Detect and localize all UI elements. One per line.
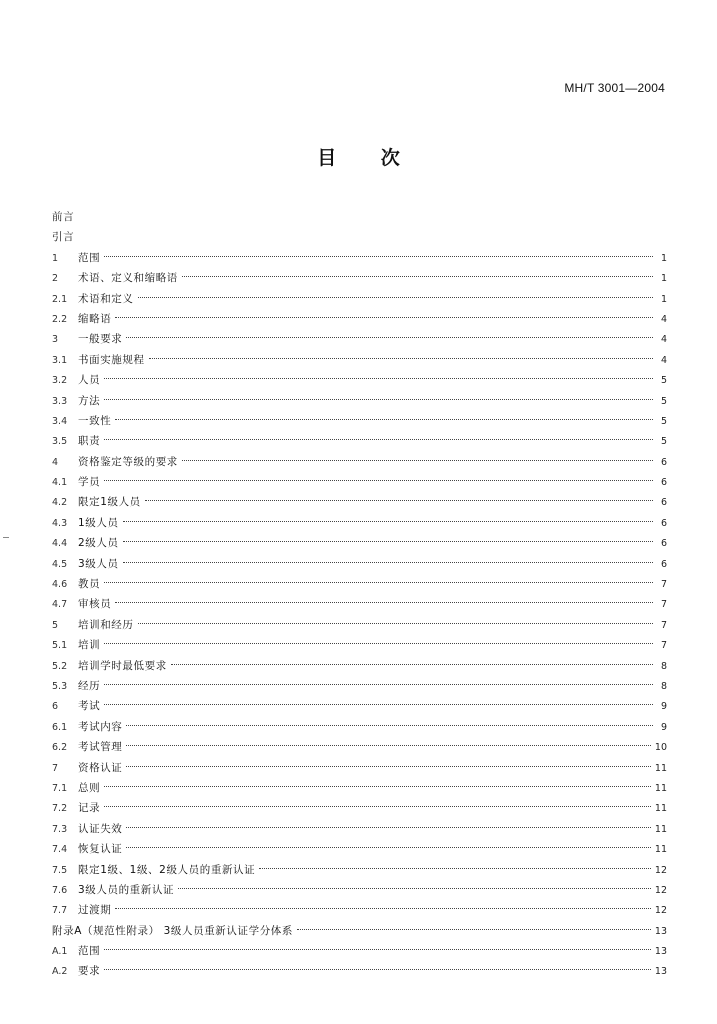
toc-page-number: 5 <box>660 395 667 407</box>
toc-entry-number: 7.2 <box>52 803 68 815</box>
toc-entry <box>52 350 667 370</box>
toc-entry <box>52 921 667 941</box>
toc-entry-title: 培训和经历 <box>78 618 134 631</box>
toc-dot-leader <box>126 745 651 746</box>
toc-entry <box>52 819 667 839</box>
toc-entry-title: 教员 <box>78 578 101 591</box>
toc-entry-number: 7 <box>52 762 59 774</box>
toc-entry-number: 5.3 <box>52 680 68 692</box>
toc-page-number: 6 <box>660 477 667 489</box>
toc-entry <box>52 635 667 655</box>
toc-entry-number: 7.4 <box>52 844 68 856</box>
toc-entry-title: 前言 <box>52 211 75 223</box>
toc-entry-number: 3.5 <box>52 436 68 448</box>
toc-dot-leader <box>126 847 651 848</box>
toc-entry-title: 资格认证 <box>78 761 123 774</box>
toc-page-number: 4 <box>660 313 667 325</box>
toc-page-number: 5 <box>660 375 667 387</box>
toc-dot-leader <box>104 378 653 379</box>
toc-entry <box>52 615 667 635</box>
toc-entry-number: 3.3 <box>52 395 68 407</box>
toc-dot-leader <box>104 704 653 705</box>
toc-dot-leader <box>104 480 653 481</box>
toc-entry-title: 学员 <box>78 476 101 489</box>
toc-dot-leader <box>171 664 653 665</box>
toc-dot-leader <box>104 399 653 400</box>
toc-entry-title: 一般要求 <box>78 333 123 346</box>
toc-entry-title: 培训 <box>78 639 101 652</box>
toc-entry-number: 6.1 <box>52 721 68 733</box>
toc-entry <box>52 900 667 920</box>
toc-page-number: 13 <box>654 966 667 978</box>
toc-entry <box>52 798 667 818</box>
toc-dot-leader <box>104 949 651 950</box>
toc-page-number: 7 <box>660 579 667 591</box>
toc-dot-leader <box>104 786 651 787</box>
toc-entry <box>52 737 667 757</box>
toc-entry-title: 引言 <box>52 231 75 244</box>
toc-entry <box>52 289 667 309</box>
toc-dot-leader <box>104 582 653 583</box>
toc-entry <box>52 778 667 798</box>
toc-page-number: 4 <box>660 334 667 346</box>
toc-dot-leader <box>104 969 651 970</box>
toc-entry <box>52 676 667 696</box>
toc-entry-title: 记录 <box>78 802 101 815</box>
toc-entry-title: 认证失效 <box>78 822 123 835</box>
toc-entry-number: 3.2 <box>52 375 68 387</box>
toc-entry-title: 考试内容 <box>78 720 123 733</box>
toc-page-number: 6 <box>660 517 667 529</box>
toc-entry <box>52 696 667 716</box>
toc-entry-title: 3级人员 <box>78 557 119 570</box>
toc-entry-title: 总则 <box>78 781 101 794</box>
standard-code: MH/T 3001—2004 <box>564 81 665 95</box>
toc-dot-leader <box>104 439 653 440</box>
toc-dot-leader <box>259 868 651 869</box>
toc-entry <box>52 554 667 574</box>
toc-dot-leader <box>126 827 651 828</box>
toc-entry-number: 6.2 <box>52 742 68 754</box>
toc-dot-leader <box>104 684 653 685</box>
toc-page-number: 7 <box>660 599 667 611</box>
toc-entry-number: 4.4 <box>52 538 68 550</box>
toc-page-number: 9 <box>660 701 667 713</box>
toc-dot-leader <box>115 908 651 909</box>
toc-entry-title: 考试管理 <box>78 741 123 754</box>
toc-page-number: 1 <box>660 252 667 264</box>
toc-entry-title: 考试 <box>78 700 101 713</box>
toc-dot-leader <box>104 256 653 257</box>
toc-entry <box>52 513 667 533</box>
toc-entry <box>52 411 667 431</box>
toc-entry-number: 4.5 <box>52 558 68 570</box>
toc-dot-leader <box>145 500 653 501</box>
toc-dot-leader <box>123 541 653 542</box>
toc-entry-number: 5 <box>52 619 59 631</box>
toc-dot-leader <box>297 929 651 930</box>
toc-dot-leader <box>104 806 651 807</box>
toc-entry-title: 术语、定义和缩略语 <box>78 272 178 285</box>
toc-dot-leader <box>126 337 653 338</box>
toc-page-number: 6 <box>660 456 667 468</box>
toc-entry-title: 限定1级、1级、2级人员的重新认证 <box>78 863 256 876</box>
toc-dot-leader <box>115 419 653 420</box>
toc-entry <box>52 533 667 553</box>
toc-page-number: 11 <box>654 782 667 794</box>
toc-entry <box>52 391 667 411</box>
toc-entry-title: 要求 <box>78 965 101 978</box>
toc-entry <box>52 839 667 859</box>
toc-entry <box>52 207 667 227</box>
toc-entry-number: 3 <box>52 334 59 346</box>
toc-dot-leader <box>123 521 653 522</box>
toc-entry-title: 术语和定义 <box>78 292 134 305</box>
toc-dot-leader <box>123 562 653 563</box>
toc-entry <box>52 860 667 880</box>
toc-entry <box>52 268 667 288</box>
toc-page-number: 4 <box>660 354 667 366</box>
toc-entry-number: 2.1 <box>52 293 68 305</box>
toc-entry-title: 一致性 <box>78 414 112 427</box>
toc-entry-title: 经历 <box>78 679 101 692</box>
toc-entry-title: 3级人员的重新认证 <box>78 883 175 896</box>
page-title: 目 次 <box>317 147 400 169</box>
toc-page-number: 9 <box>660 721 667 733</box>
toc-page-number: 11 <box>654 823 667 835</box>
toc-page-number: 7 <box>660 640 667 652</box>
toc-entry-title: 培训学时最低要求 <box>78 659 167 672</box>
toc-entry-number: 4.6 <box>52 579 68 591</box>
toc-entry <box>52 329 667 349</box>
toc-dot-leader <box>104 643 653 644</box>
toc-entry-number: A.1 <box>52 946 68 958</box>
toc-entry-number: 7.1 <box>52 782 68 794</box>
margin-mark <box>3 537 9 538</box>
toc-entry-number: 2.2 <box>52 313 68 325</box>
toc-entry-title: 2级人员 <box>78 537 119 550</box>
toc-entry-title: 1级人员 <box>78 516 119 529</box>
toc-entry <box>52 227 667 247</box>
toc-entry <box>52 880 667 900</box>
toc-entry-title: 书面实施规程 <box>78 353 145 366</box>
toc-entry-number: 4.2 <box>52 497 68 509</box>
toc-entry-number: 6 <box>52 701 59 713</box>
toc-entry <box>52 574 667 594</box>
toc-page-number: 6 <box>660 538 667 550</box>
toc-entry-number: A.2 <box>52 966 68 978</box>
toc-page-number: 10 <box>654 742 667 754</box>
toc-dot-leader <box>178 888 651 889</box>
toc-page-number: 12 <box>654 905 667 917</box>
toc-entry <box>52 594 667 614</box>
toc-entry-title: 职责 <box>78 435 101 448</box>
toc-page-number: 12 <box>654 884 667 896</box>
toc-entry-title: 人员 <box>78 374 101 387</box>
toc-entry-title: 资格鉴定等级的要求 <box>78 455 178 468</box>
toc-dot-leader <box>149 358 653 359</box>
toc-entry-title: 缩略语 <box>78 312 112 325</box>
toc-entry <box>52 452 667 472</box>
toc-entry <box>52 717 667 737</box>
toc-dot-leader <box>138 623 654 624</box>
toc-entry-title: 恢复认证 <box>78 843 123 856</box>
toc-dot-leader <box>115 602 653 603</box>
toc-entry <box>52 248 667 268</box>
toc-page-number: 1 <box>660 273 667 285</box>
toc-entry-title: 过渡期 <box>78 904 112 917</box>
toc-page-number: 8 <box>660 680 667 692</box>
toc-entry-number: 5.1 <box>52 640 68 652</box>
toc-entry-number: 4.7 <box>52 599 68 611</box>
toc-entry-number: 4 <box>52 456 59 468</box>
toc-page-number: 5 <box>660 415 667 427</box>
toc-page-number: 6 <box>660 497 667 509</box>
toc-dot-leader <box>126 766 651 767</box>
toc-entry-number: 5.2 <box>52 660 68 672</box>
table-of-contents <box>52 207 667 982</box>
toc-page-number: 11 <box>654 803 667 815</box>
toc-dot-leader <box>182 460 653 461</box>
toc-entry-number: 1 <box>52 252 59 264</box>
toc-page-number: 6 <box>660 558 667 570</box>
toc-entry <box>52 941 667 961</box>
toc-entry <box>52 656 667 676</box>
toc-dot-leader <box>126 725 653 726</box>
toc-entry-title: 方法 <box>78 394 101 407</box>
toc-page-number: 8 <box>660 660 667 672</box>
toc-entry <box>52 758 667 778</box>
toc-page-number: 5 <box>660 436 667 448</box>
toc-entry-title: 范围 <box>78 251 101 264</box>
toc-dot-leader <box>115 317 653 318</box>
toc-entry-number: 7.7 <box>52 905 68 917</box>
toc-entry <box>52 370 667 390</box>
toc-page-number: 13 <box>654 946 667 958</box>
toc-page-number: 12 <box>654 864 667 876</box>
toc-dot-leader <box>182 276 653 277</box>
toc-page-number: 13 <box>654 925 667 937</box>
toc-dot-leader <box>138 297 654 298</box>
toc-entry-title: 附录A（规范性附录） 3级人员重新认证学分体系 <box>52 924 293 937</box>
toc-entry <box>52 492 667 512</box>
toc-entry-number: 3.1 <box>52 354 68 366</box>
toc-entry <box>52 309 667 329</box>
toc-entry-number: 2 <box>52 273 59 285</box>
toc-page-number: 11 <box>654 762 667 774</box>
toc-entry-title: 范围 <box>78 945 101 958</box>
toc-entry-title: 审核员 <box>78 598 112 611</box>
toc-entry <box>52 961 667 981</box>
toc-entry-number: 4.3 <box>52 517 68 529</box>
toc-entry-number: 3.4 <box>52 415 68 427</box>
toc-page-number: 1 <box>660 293 667 305</box>
toc-page-number: 7 <box>660 619 667 631</box>
toc-entry-number: 7.3 <box>52 823 68 835</box>
toc-entry-number: 7.5 <box>52 864 68 876</box>
toc-page-number: 11 <box>654 844 667 856</box>
toc-entry-number: 4.1 <box>52 477 68 489</box>
toc-entry <box>52 472 667 492</box>
toc-entry <box>52 431 667 451</box>
toc-entry-title: 限定1级人员 <box>78 496 141 509</box>
toc-entry-number: 7.6 <box>52 884 68 896</box>
